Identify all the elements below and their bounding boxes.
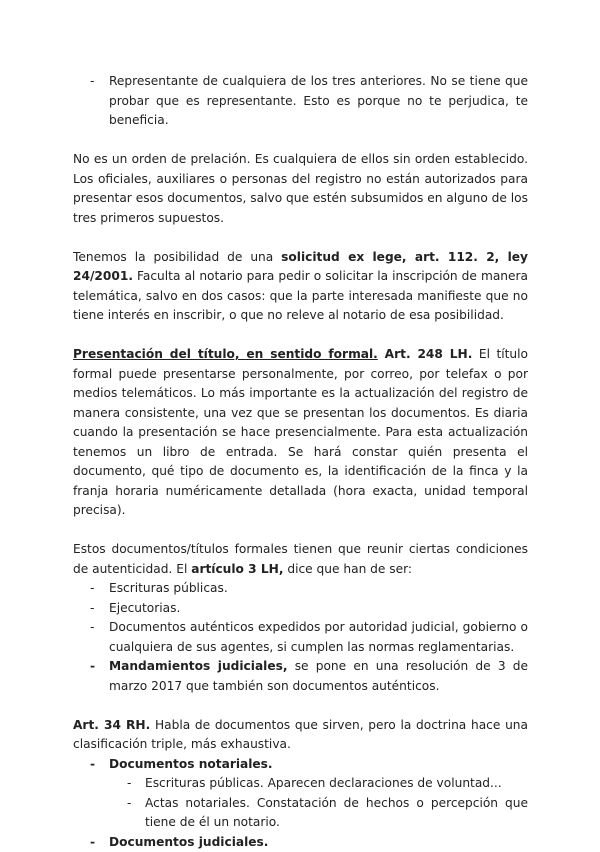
- paragraph-art34: Art. 34 RH. Habla de documentos que sirven, pero la doctrina hace una clasificación triple, más exhaustiva.: [73, 716, 528, 755]
- article-ref: Art. 248 LH.: [378, 347, 473, 361]
- list-item-escrituras: - Escrituras públicas.: [73, 579, 528, 599]
- sublist-item-actas: - Actas notariales. Constatación de hechos o percepción que tiene de él un notario.: [73, 794, 528, 833]
- list-item-mandamientos: - Mandamientos judiciales, se pone en una resolución de 3 de marzo 2017 que también son documentos auténticos.: [73, 657, 528, 696]
- section-heading-presentacion: Presentación del título, en sentido formal.: [73, 347, 378, 361]
- list-item-autenticos: - Documentos auténticos expedidos por autoridad judicial, gobierno o cualquiera de sus agentes, si cumplen las normas reglamentarias.: [73, 618, 528, 657]
- paragraph-solicitud: Tenemos la posibilidad de una solicitud ex lege, art. 112. 2, ley 24/2001. Faculta al notario para pedir o solicitar la inscripción de manera telemática, salvo en dos casos: que la parte interesada manifieste que no tiene interés en inscribir, o que no releve al notario de esa posibilidad.: [73, 248, 528, 326]
- paragraph-presentacion: Presentación del título, en sentido formal. Art. 248 LH. El título formal puede presentarse personalmente, por correo, por telefax o por medios telemáticos. Lo más importante es la actualización del registro de manera consistente, una vez que se presentan los documentos. Es diaria cuando la presentación se hace presencialmente. Para esta actualización tenemos un libro de entrada. Se hará constar quién presenta el documento, qué tipo de documento es, la identificación de la finca y la franja horaria numéricamente detallada (hora exacta, unidad temporal precisa).: [73, 345, 528, 521]
- list-item-notariales: - Documentos notariales.: [73, 755, 528, 775]
- list-dash: -: [90, 72, 94, 92]
- list-item-judiciales: - Documentos judiciales.: [73, 833, 528, 852]
- list-item-ejecutorias: - Ejecutorias.: [73, 599, 528, 619]
- paragraph-orden: No es un orden de prelación. Es cualquiera de ellos sin orden establecido. Los oficiales, auxiliares o personas del registro no están autorizados para presentar esos documentos, salvo que estén subsumidos en alguno de los tres primeros supuestos.: [73, 150, 528, 228]
- sublist-item-escrituras: - Escrituras públicas. Aparecen declaraciones de voluntad...: [73, 774, 528, 794]
- document-page: [73, 72, 528, 852]
- bold-articulo-3: artículo 3 LH,: [191, 562, 283, 576]
- paragraph-autenticidad: Estos documentos/títulos formales tienen que reunir ciertas condiciones de autenticidad. El artículo 3 LH, dice que han de ser:: [73, 540, 528, 579]
- bold-solicitud: solicitud ex lege, art. 112. 2, ley 24/2001.: [73, 250, 528, 284]
- list-item-representante: [73, 72, 528, 131]
- bold-art34: Art. 34 RH.: [73, 718, 150, 732]
- list-item-text: Representante de cualquiera de los tres anteriores. No se tiene que probar que es representante. Esto es porque no te perjudica, te beneficia.: [109, 74, 528, 127]
